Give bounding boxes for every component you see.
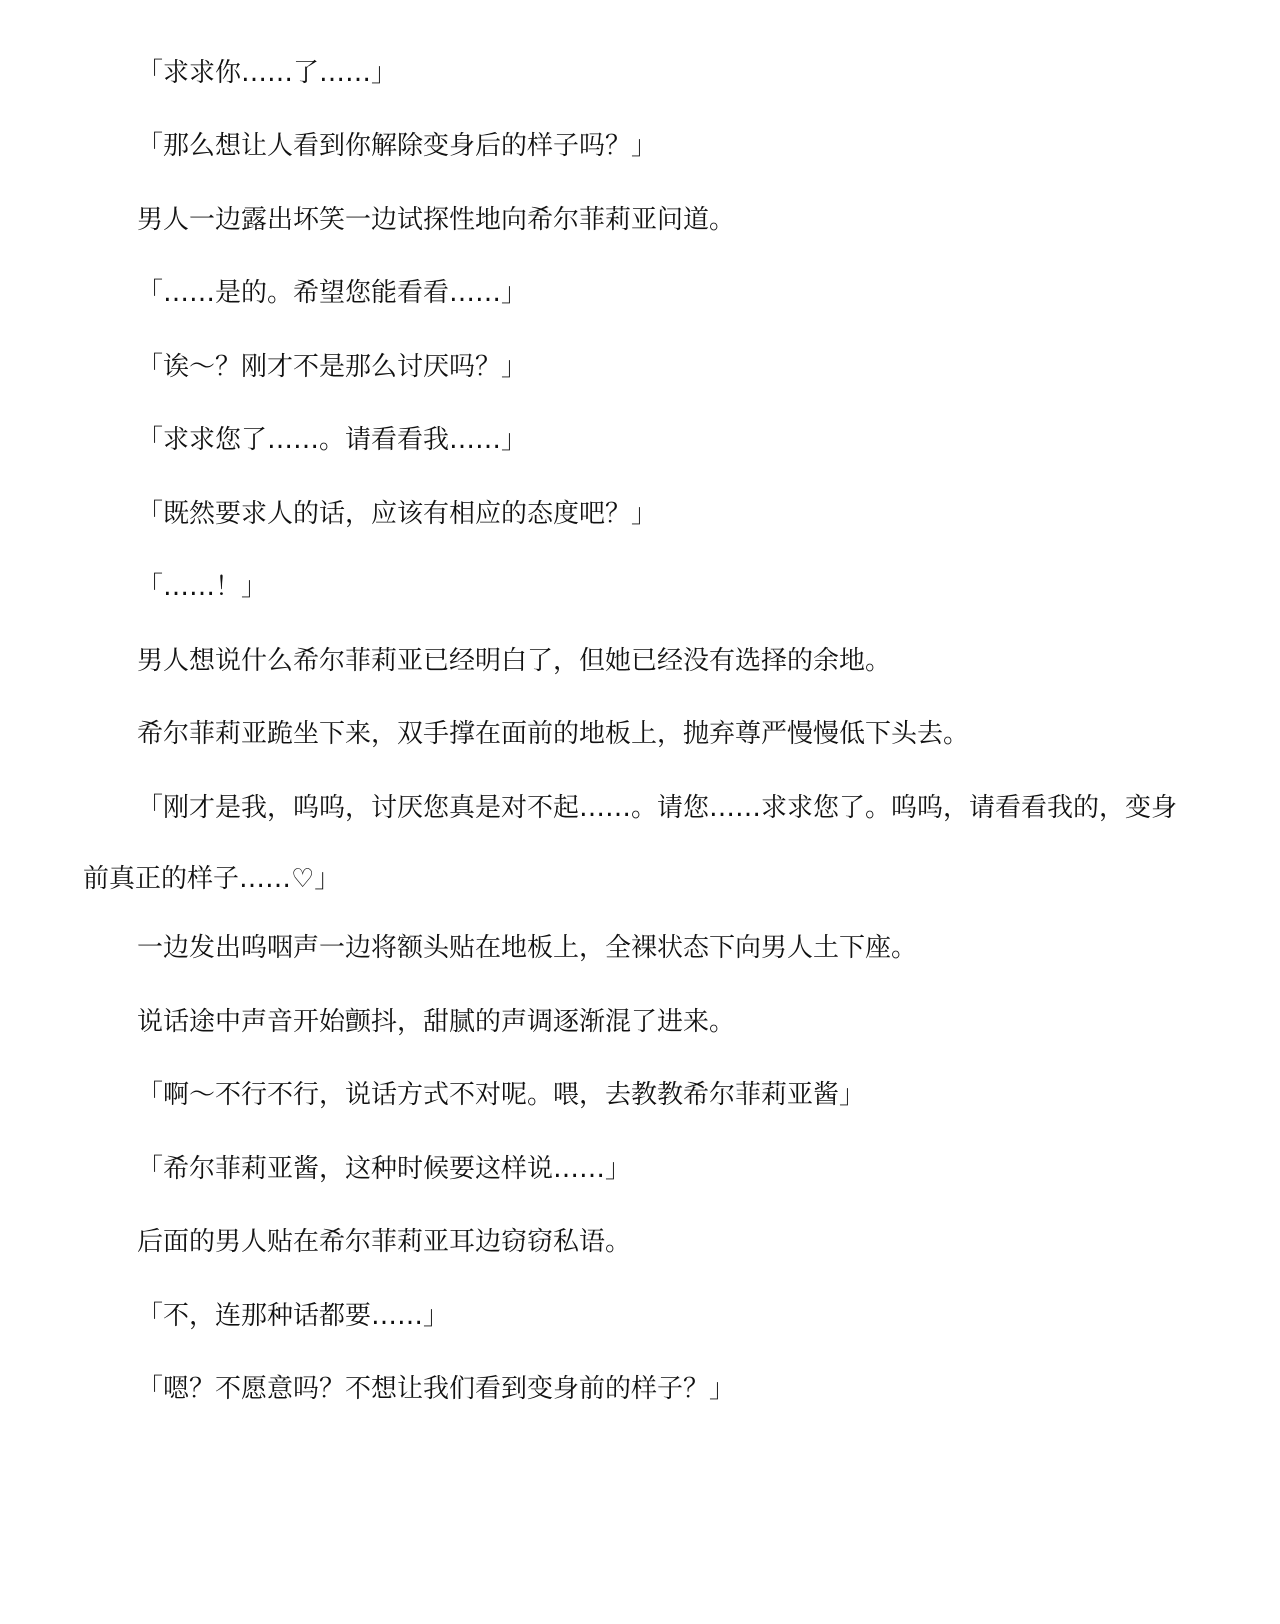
dialog-line: 「嗯？不愿意吗？不想让我们看到变身前的样子？」 [137, 1374, 736, 1404]
narration-line: 男人一边露出坏笑一边试探性地向希尔菲莉亚问道。 [137, 205, 736, 235]
dialog-line: 「刚才是我，呜呜，讨厌您真是对不起……。请您……求求您了。呜呜，请看看我的，变身前真正的样子……♡」 [83, 793, 1178, 894]
dialog-line: 「啊～不行不行，说话方式不对呢。喂，去教教希尔菲莉亚酱」 [137, 1080, 866, 1110]
dialog-line: 「求求你……了……」 [137, 58, 398, 88]
dialog-line: 「诶～？刚才不是那么讨厌吗？」 [137, 352, 528, 382]
dialog-line: 「……！」 [137, 572, 268, 602]
dialog-line: 「……是的。希望您能看看……」 [137, 278, 528, 308]
narration-line: 说话途中声音开始颤抖，甜腻的声调逐渐混了进来。 [137, 1007, 736, 1037]
narration-line: 一边发出呜咽声一边将额头贴在地板上，全裸状态下向男人土下座。 [137, 933, 918, 963]
narration-line: 后面的男人贴在希尔菲莉亚耳边窃窃私语。 [137, 1227, 632, 1257]
dialog-line: 「希尔菲莉亚酱，这种时候要这样说……」 [137, 1154, 632, 1184]
narration-line: 男人想说什么希尔菲莉亚已经明白了，但她已经没有选择的余地。 [137, 646, 892, 676]
narration-line: 希尔菲莉亚跪坐下来，双手撑在面前的地板上，抛弃尊严慢慢低下头去。 [137, 719, 970, 749]
dialog-line: 「那么想让人看到你解除变身后的样子吗？」 [137, 131, 658, 161]
dialog-line: 「不，连那种话都要……」 [137, 1301, 450, 1331]
dialog-line: 「既然要求人的话，应该有相应的态度吧？」 [137, 499, 658, 529]
dialog-line: 「求求您了……。请看看我……」 [137, 425, 528, 455]
